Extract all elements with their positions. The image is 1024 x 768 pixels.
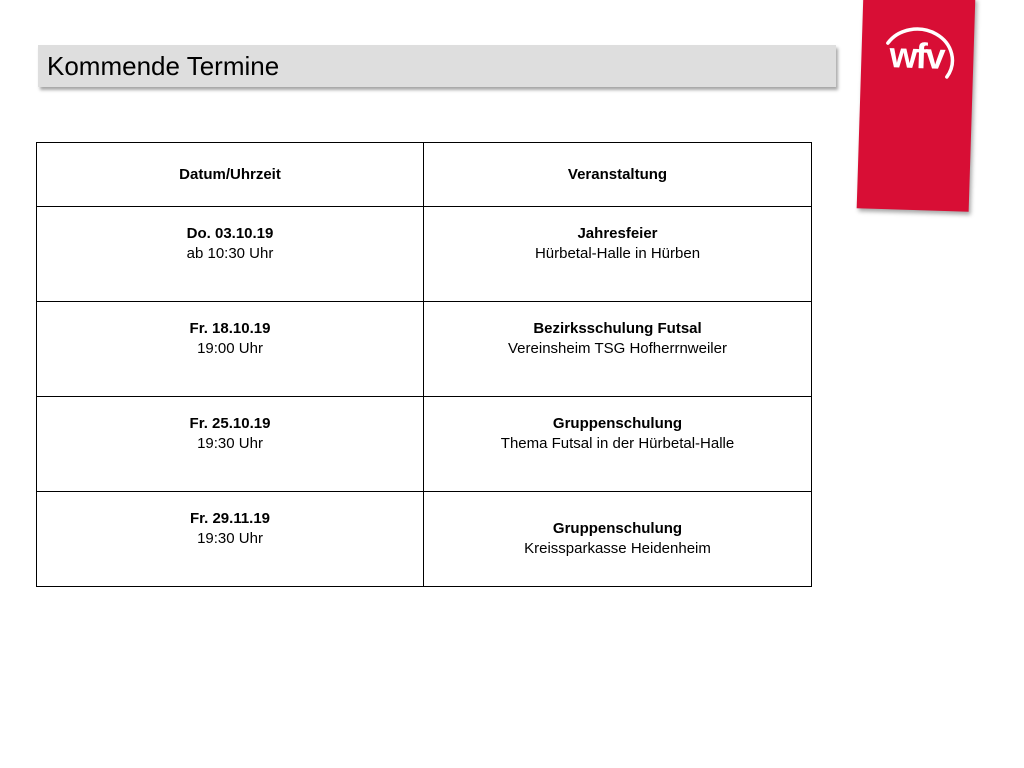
event-cell: [424, 207, 812, 302]
logo-emblem: [872, 13, 962, 96]
page-title: Kommende Termine: [47, 51, 280, 81]
column-header-event: Veranstaltung: [424, 143, 812, 207]
table-row: [37, 492, 812, 587]
event-location: Thema Futsal in der Hürbetal-Halle: [500, 435, 735, 452]
event-date: Fr. 25.10.19: [189, 415, 271, 432]
event-cell: [424, 492, 812, 587]
event-time: 19:00 Uhr: [197, 340, 263, 357]
event-cell: [424, 397, 812, 492]
title-bar: [38, 45, 836, 87]
date-cell: [37, 397, 424, 492]
table-header-row: [37, 143, 812, 207]
column-header-date: Datum/Uhrzeit: [37, 143, 424, 207]
event-name: Gruppenschulung: [552, 520, 683, 537]
event-location: Hürbetal-Halle in Hürben: [534, 245, 701, 262]
date-cell: [37, 492, 424, 587]
date-cell: [37, 302, 424, 397]
table-row: [37, 302, 812, 397]
event-name: Gruppenschulung: [552, 415, 683, 432]
event-location: Kreissparkasse Heidenheim: [524, 540, 711, 557]
schedule-table: [36, 142, 812, 587]
event-name: Jahresfeier: [577, 225, 658, 242]
logo-text: wfv: [888, 34, 945, 77]
event-cell: [424, 302, 812, 397]
date-cell: [37, 207, 424, 302]
event-name: Bezirksschulung Futsal: [533, 320, 702, 337]
event-date: Fr. 29.11.19: [189, 510, 271, 527]
event-date: Do. 03.10.19: [186, 225, 274, 242]
event-time: ab 10:30 Uhr: [186, 245, 274, 262]
event-date: Fr. 18.10.19: [189, 320, 271, 337]
table-row: [37, 397, 812, 492]
event-time: 19:30 Uhr: [197, 435, 263, 452]
wfv-logo: [857, 0, 976, 212]
event-location: Vereinsheim TSG Hofherrnweiler: [508, 340, 727, 357]
table-row: [37, 207, 812, 302]
event-time: 19:30 Uhr: [197, 530, 263, 547]
